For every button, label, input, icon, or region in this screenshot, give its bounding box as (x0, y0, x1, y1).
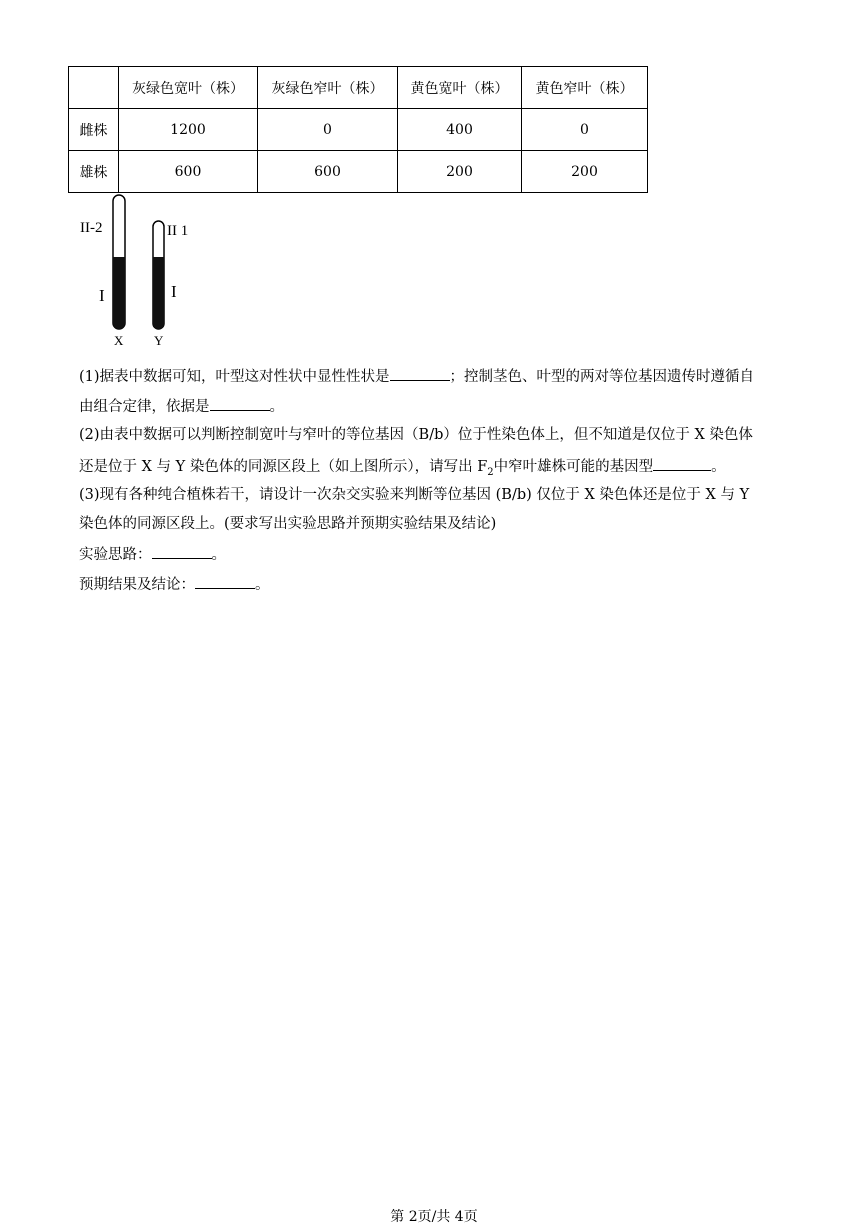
y-chromosome-shaded-region (153, 257, 164, 329)
table-header-cell: 灰绿色宽叶（株） (119, 67, 258, 109)
answer-blank (195, 574, 255, 589)
question-1-line-2: 由组合定律，依据是 。 (79, 396, 794, 417)
answer-blank (653, 456, 711, 471)
table-cell: 1200 (119, 109, 258, 151)
answer-blank (390, 366, 450, 381)
table-cell: 雌株 (69, 109, 119, 151)
chromosome-diagram (76, 193, 206, 351)
table-cell: 0 (258, 109, 398, 151)
expected-result-line: 预期结果及结论： 。 (79, 574, 794, 595)
table-header-cell: 黄色宽叶（株） (398, 67, 522, 109)
answer-blank (152, 544, 212, 559)
page-footer: 第 2页/共 4页 (390, 1209, 478, 1225)
data-table (68, 66, 648, 193)
question-1-line-1: (1)据表中数据可知，叶型这对性状中显性性状是 ；控制茎色、叶型的两对等位基因遗传时遵循自 (79, 366, 794, 387)
question-3-line-2: 染色体的同源区段上。(要求写出实验思路并预期实验结果及结论) (79, 516, 497, 532)
x-region-label: I (99, 286, 105, 305)
table-header-cell: 黄色窄叶（株） (522, 67, 648, 109)
question-2-line-2: 还是位于 X 与 Y 染色体的同源区段上（如上图所示），请写出 $F_2$中窄叶雄株可能的基因型 。 (79, 456, 794, 483)
x-segment-label: II-2 (80, 220, 103, 236)
table-header-row (69, 67, 648, 109)
table-row (69, 151, 648, 193)
table-cell: 200 (522, 151, 648, 193)
answer-blank (210, 396, 270, 411)
y-chromosome-label: Y (154, 333, 164, 348)
y-region-label: I (171, 282, 177, 301)
question-2-line-1: (2)由表中数据可以判断控制宽叶与窄叶的等位基因（B/b）位于性染色体上，但不知道是仅位于 X 染色体 (79, 427, 753, 443)
table-cell: 600 (258, 151, 398, 193)
table-cell: 600 (119, 151, 258, 193)
table-cell: 0 (522, 109, 648, 151)
table-cell: 雄株 (69, 151, 119, 193)
table-cell: 400 (398, 109, 522, 151)
table-header-cell: 灰绿色窄叶（株） (258, 67, 398, 109)
y-segment-label: II 1 (167, 223, 189, 239)
x-chromosome-shaded-region (113, 257, 125, 329)
x-chromosome-label: X (114, 333, 124, 348)
table-header-cell (69, 67, 119, 109)
experiment-idea-line: 实验思路： 。 (79, 544, 794, 565)
question-3-line-1: (3)现有各种纯合植株若干，请设计一次杂交实验来判断等位基因 (B/b) 仅位于 X 染色体还是位于 X 与 Y (79, 487, 750, 503)
table-row (69, 109, 648, 151)
table-cell: 200 (398, 151, 522, 193)
